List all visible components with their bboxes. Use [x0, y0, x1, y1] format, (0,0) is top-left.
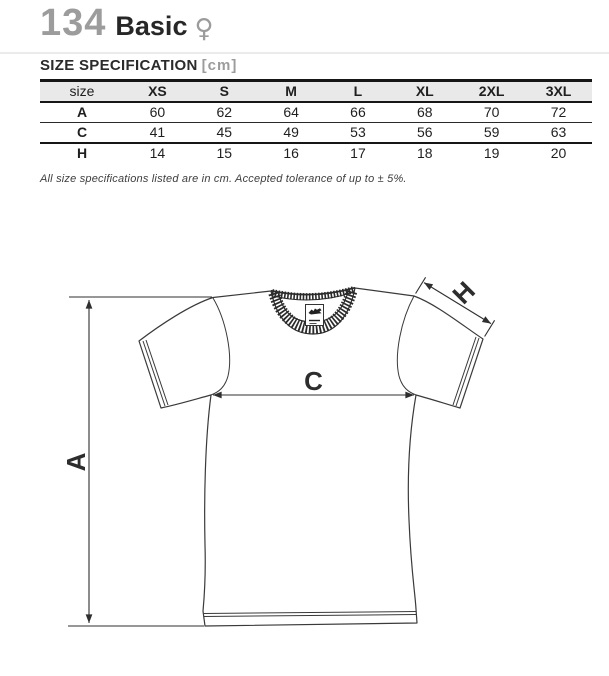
column-header-s: S: [219, 83, 229, 99]
tshirt-outline: [139, 288, 483, 626]
row-label-h: H: [76, 145, 88, 161]
cell: 63: [550, 124, 567, 140]
cell: 19: [483, 145, 500, 161]
column-header-xs: XS: [148, 83, 167, 99]
cell: 56: [417, 124, 433, 140]
column-header-size: size: [69, 83, 95, 99]
brand-label: [306, 305, 324, 326]
product-code: 134: [40, 2, 107, 44]
cell: 41: [149, 124, 166, 140]
cell: 70: [483, 104, 500, 120]
cell: 68: [417, 104, 433, 120]
cell: 18: [417, 145, 433, 161]
tolerance-note: All size specifications listed are in cm. Accepted tolerance of up to ± 5%.: [40, 173, 407, 185]
cell: 59: [483, 124, 500, 140]
cell: 14: [149, 145, 166, 161]
column-header-2xl: 2XL: [478, 83, 505, 99]
column-header-xl: XL: [415, 83, 434, 99]
row-label-c: C: [76, 124, 88, 140]
female-icon: ♀: [194, 14, 214, 44]
section-title-text: SIZE SPECIFICATION: [40, 57, 198, 74]
cell: 72: [550, 104, 567, 120]
row-label-a: A: [76, 104, 88, 120]
product-name: Basic: [115, 11, 188, 41]
column-header-l: L: [353, 83, 363, 99]
cell: 16: [283, 145, 299, 161]
dimension-c-label: C: [304, 366, 323, 396]
dimension-h-label: H: [446, 275, 481, 310]
cell: 64: [283, 104, 299, 120]
cell: 66: [350, 104, 366, 120]
cell: 45: [216, 124, 233, 140]
cell: 15: [216, 145, 233, 161]
cell: 20: [550, 145, 567, 161]
dimension-a-label: A: [61, 452, 91, 472]
unit-label: [cm]: [201, 57, 238, 74]
cell: 53: [350, 124, 366, 140]
cell: 60: [149, 104, 166, 120]
cell: 17: [350, 145, 366, 161]
cell: 62: [216, 104, 233, 120]
cell: 49: [283, 124, 299, 140]
column-header-m: M: [285, 83, 297, 99]
column-header-3xl: 3XL: [545, 83, 572, 99]
